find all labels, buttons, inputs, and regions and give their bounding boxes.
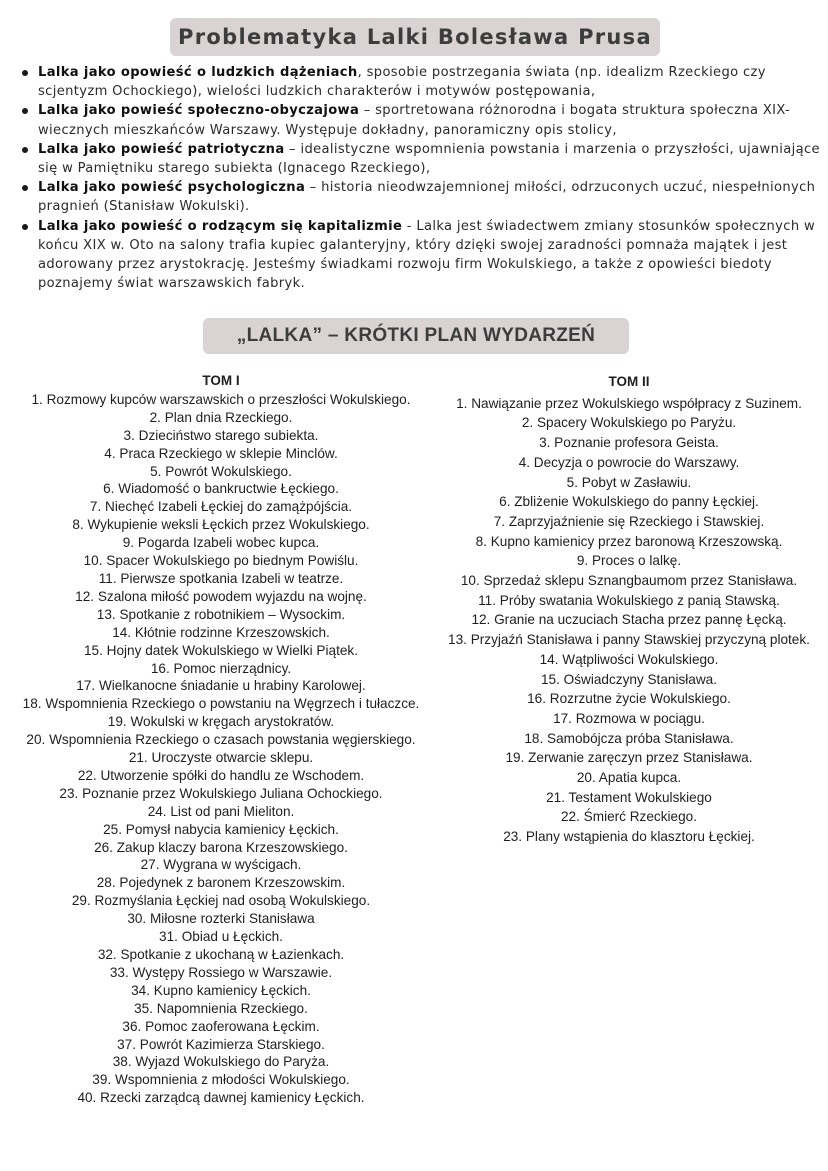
- event-item: 36. Pomoc zaoferowana Łęckim.: [122, 1018, 320, 1034]
- event-item: 11. Próby swatania Wokulskiego z panią Stawską.: [478, 592, 780, 608]
- event-item: 20. Wspomnienia Rzeckiego o czasach powstania węgierskiego.: [26, 732, 416, 748]
- event-item: 16. Rozrzutne życie Wokulskiego.: [527, 691, 731, 707]
- event-item: 32. Spotkanie z ukochaną w Łazienkach.: [97, 947, 345, 962]
- event-item: 12. Szalona miłość powodem wyjazdu na wojnę.: [75, 588, 367, 604]
- intro-item-heading: Lalka jako powieść psychologiczna: [38, 180, 306, 196]
- intro-item-text: , sposobie postrzegania świata (np. idealizm Rzeckiego czy scjentyzm Ochockiego), wielości ludzkich charakterów i motywów postępowania,: [38, 65, 766, 100]
- event-item: 16. Pomoc nierządnicy.: [150, 660, 292, 676]
- event-item: 17. Rozmowa w pociągu.: [553, 710, 705, 726]
- intro-item-heading: Lalka jako opowieść o ludzkich dążeniach: [38, 65, 358, 80]
- event-item: 31. Obiad u Łęckich.: [159, 929, 283, 945]
- event-item: 6. Wiadomość o bankructwie Łęckiego.: [103, 481, 339, 497]
- event-item: 13. Spotkanie z robotnikiem – Wysockim.: [96, 606, 346, 622]
- intro-item-heading: Lalka jako powieść o rodzącym się kapitalizmie: [38, 218, 403, 234]
- event-item: 35. Napomnienia Rzeckiego.: [134, 1000, 308, 1016]
- event-item: 40. Rzecki zarządcą dawnej kamienicy Łęckich.: [77, 1090, 365, 1106]
- event-item: 3. Dzieciństwo starego subiekta.: [123, 427, 319, 443]
- intro-item-heading: Lalka jako powieść społeczno-obyczajowa: [38, 103, 360, 119]
- event-item: 3. Poznanie profesora Geista.: [539, 435, 719, 451]
- event-item: 5. Powrót Wokulskiego.: [150, 463, 292, 479]
- event-item: 37. Powrót Kazimierza Starskiego.: [117, 1036, 325, 1052]
- page-title: Problematyka Lalki Bolesława Prusa: [170, 18, 660, 56]
- intro-item-text: – sportretowana różnorodna i bogata struktura społeczna XIX-wiecznych mieszkańców Warszawy. Występuje dokładny, panoramiczny opis stolicy,: [38, 103, 791, 138]
- event-item: 20. Apatia kupca.: [576, 770, 682, 786]
- event-item: 17. Wielkanocne śniadanie u hrabiny Karolowej.: [76, 678, 366, 694]
- tom-2-title: TOM II: [608, 374, 650, 389]
- intro-item: [38, 217, 828, 294]
- event-item: 4. Praca Rzeckiego w sklepie Minclów.: [104, 445, 338, 461]
- event-item: 12. Granie na uczuciach Stacha przez pannę Łęcką.: [471, 612, 787, 628]
- event-item: 14. Kłótnie rodzinne Krzeszowskich.: [112, 624, 330, 640]
- event-item: 24. List od pani Mieliton.: [147, 803, 295, 819]
- event-item: 21. Uroczyste otwarcie sklepu.: [128, 750, 314, 766]
- event-item: 23. Plany wstąpienia do klasztoru Łęckiej.: [503, 829, 755, 845]
- event-item: 7. Zaprzyjaźnienie się Rzeckiego i Stawskiej.: [493, 513, 765, 529]
- event-item: 18. Samobójcza próba Stanisława.: [524, 730, 734, 746]
- event-item: 22. Utworzenie spółki do handlu ze Wschodem.: [77, 767, 365, 783]
- event-item: 10. Sprzedaż sklepu Sznangbaumom przez Stanisława.: [460, 573, 798, 589]
- event-item: 26. Zakup klaczy barona Krzeszowskiego.: [94, 839, 348, 855]
- event-item: 29. Rozmyślania Łęckiej nad osobą Wokulskiego.: [71, 893, 371, 909]
- event-item: 4. Decyzja o powrocie do Warszawy.: [518, 454, 740, 470]
- event-item: 34. Kupno kamienicy Łęckich.: [131, 982, 311, 998]
- intro-item: [38, 140, 828, 178]
- event-item: 14. Wątpliwości Wokulskiego.: [539, 651, 719, 667]
- event-item: 8. Wykupienie weksli Łęckich przez Wokulskiego.: [72, 517, 370, 533]
- event-item: 33. Występy Rossiego w Warszawie.: [109, 964, 333, 980]
- event-item: 7. Niechęć Izabeli Łęckiej do zamążpójścia.: [89, 499, 353, 515]
- plan-title: „LALKA” – KRÓTKI PLAN WYDARZEŃ: [203, 318, 629, 354]
- intro-item: [38, 101, 828, 139]
- event-item: 21. Testament Wokulskiego: [546, 789, 712, 805]
- intro-item-heading: Lalka jako powieść patriotyczna: [38, 141, 285, 157]
- event-item: 28. Pojedynek z baronem Krzeszowskim.: [96, 875, 346, 891]
- event-item: 8. Kupno kamienicy przez baronową Krzeszowską.: [475, 533, 783, 549]
- event-item: 22. Śmierć Rzeckiego.: [561, 809, 697, 825]
- event-item: 10. Spacer Wokulskiego po biednym Powiślu.: [83, 553, 359, 569]
- event-item: 9. Proces o lalkę.: [576, 553, 682, 569]
- tom-2-column: [438, 372, 820, 847]
- intro-item: [38, 178, 828, 216]
- intro-list: [18, 63, 828, 293]
- event-item: 19. Wokulski w kręgach arystokratów.: [107, 714, 335, 730]
- event-item: 2. Spacery Wokulskiego po Paryżu.: [521, 415, 737, 431]
- event-item: 9. Pogarda Izabeli wobec kupca.: [122, 535, 320, 551]
- event-item: 13. Przyjaźń Stanisława i panny Stawskiej przyczyną plotek.: [448, 632, 810, 648]
- event-item: 30. Miłosne rozterki Stanisława: [127, 911, 315, 927]
- event-item: 39. Wspomnienia z młodości Wokulskiego.: [92, 1072, 350, 1088]
- intro-item-text: – historia nieodwzajemnionej miłości, odrzuconych uczuć, niespełnionych pragnień (Stanisław Wokulski).: [38, 180, 816, 215]
- event-item: 15. Oświadczyny Stanisława.: [540, 671, 718, 687]
- tom-1-title: TOM I: [202, 373, 240, 388]
- event-item: 25. Pomysł nabycia kamienicy Łęckich.: [103, 821, 339, 837]
- event-item: 1. Rozmowy kupców warszawskich o przeszłości Wokulskiego.: [31, 391, 411, 407]
- event-item: 38. Wyjazd Wokulskiego do Paryża.: [112, 1054, 330, 1070]
- intro-item-text: – idealistyczne wspomnienia powstania i marzenia o przyszłości, ujawniające się w Pamiętniku starego subiekta (Ignacego Rzeckiego),: [38, 141, 820, 177]
- intro-item: [38, 63, 828, 101]
- event-item: 5. Pobyt w Zasławiu.: [566, 474, 692, 490]
- event-item: 2. Plan dnia Rzeckiego.: [149, 409, 293, 425]
- event-item: 6. Zbliżenie Wokulskiego do panny Łęckiej.: [499, 494, 759, 510]
- event-item: 15. Hojny datek Wokulskiego w Wielki Piątek.: [83, 642, 358, 658]
- event-item: 27. Wygrana w wyścigach.: [140, 857, 302, 873]
- event-item: 18. Wspomnienia Rzeckiego o powstaniu na Węgrzech i tułaczce.: [22, 696, 420, 712]
- event-item: 23. Poznanie przez Wokulskiego Juliana Ochockiego.: [59, 785, 383, 801]
- tom-1-column: [16, 372, 426, 1107]
- event-item: 11. Pierwsze spotkania Izabeli w teatrze.: [98, 570, 344, 586]
- event-item: 1. Nawiązanie przez Wokulskiego współpracy z Suzinem.: [456, 395, 802, 411]
- event-item: 19. Zerwanie zaręczyn przez Stanisława.: [505, 750, 753, 766]
- intro-item-text: - Lalka jest świadectwem zmiany stosunków społecznych w końcu XIX w. Oto na salony trafia kupiec galanteryjny, który dzięki swojej zaradności pomnaża majątek i jest adorowany przez arystokrację. Jesteśmy świadkami rozwoju firm Wokulskiego, a także z opowieści biedoty poznajemy świat warszawskich fabryk.: [38, 218, 816, 292]
